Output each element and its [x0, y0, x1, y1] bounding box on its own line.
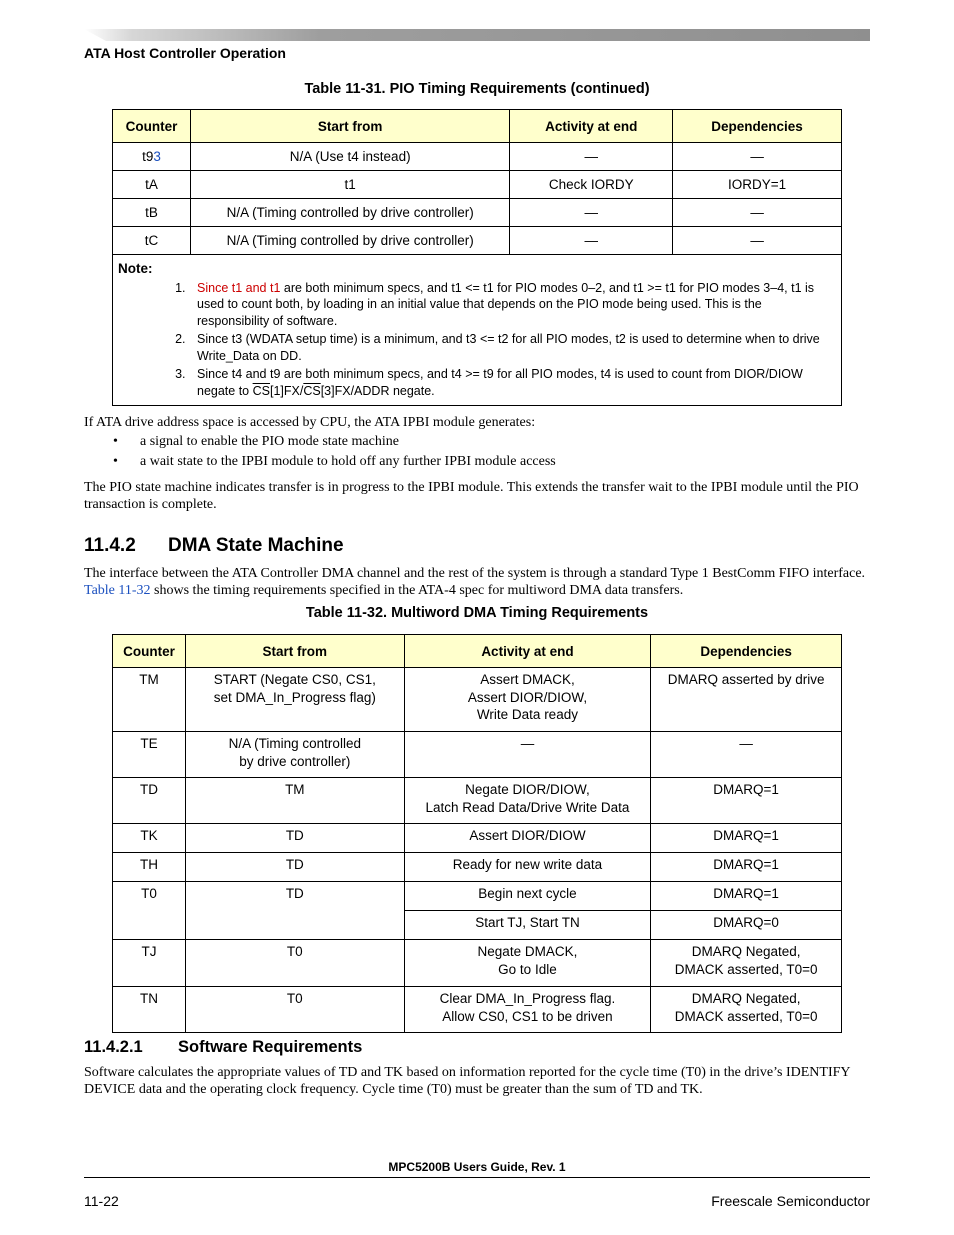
- cell-line: Write Data ready: [476, 707, 578, 722]
- note-item: [189, 366, 835, 399]
- section-number: 11.4.2: [84, 535, 136, 556]
- start-cell: [185, 732, 404, 778]
- cell-line: Go to Idle: [498, 961, 557, 977]
- cell-line: T0: [286, 944, 303, 959]
- table-row: [113, 853, 842, 882]
- note-text: are both minimum specs, and t1 <= t1 for PIO modes 0–2, and t1 >= t1 for PIO modes 3–4, t1 is used to count both, by loading in an initial value that depends on the PIO mode being used. This is the responsibility of software.: [197, 280, 815, 328]
- bullet-item: a signal to enable the PIO mode state machine: [140, 434, 399, 449]
- page-number: 11-22: [84, 1193, 119, 1209]
- cell-line: N/A (Timing controlled: [228, 736, 361, 751]
- activity-cell: [404, 987, 651, 1033]
- cell-line: Assert DIOR/DIOW: [469, 828, 586, 843]
- note-text: [3]FX/ADDR negate.: [320, 383, 435, 398]
- cell-line: DMARQ=1: [713, 828, 779, 843]
- table-row: [113, 987, 842, 1033]
- running-head: ATA Host Controller Operation: [84, 45, 286, 61]
- start-cell: [185, 668, 404, 732]
- counter-cell: tB: [113, 199, 191, 227]
- table-link[interactable]: Table 11-32: [84, 583, 151, 598]
- cell-line: Latch Read Data/Drive Write Data: [425, 799, 630, 815]
- cell-line: Ready for new write data: [452, 857, 603, 872]
- bullet-item: a wait state to the IPBI module to hold off any further IPBI module access: [140, 454, 556, 469]
- counter-cell: TK: [113, 824, 186, 853]
- counter-cell: TH: [113, 853, 186, 882]
- activity-cell: [404, 940, 651, 987]
- start-cell: N/A (Use t4 instead): [190, 143, 509, 171]
- cell-line: Negate DIOR/DIOW,: [465, 782, 590, 797]
- counter-cell: tC: [113, 227, 191, 255]
- column-header: Dependencies: [651, 635, 842, 668]
- cell-line: DMARQ Negated,: [691, 944, 801, 959]
- start-cell: [185, 882, 404, 940]
- deps-cell: [651, 824, 842, 853]
- deps-cell: —: [673, 227, 842, 255]
- column-header: Counter: [113, 110, 191, 143]
- start-cell: [185, 824, 404, 853]
- section-title: DMA State Machine: [168, 535, 344, 556]
- cell-line: TD: [285, 886, 304, 901]
- note-row: [113, 255, 842, 406]
- counter-cell: tA: [113, 171, 191, 199]
- table-pio-caption: Table 11-31. PIO Timing Requirements (continued): [304, 81, 650, 97]
- body-paragraph: If ATA drive address space is accessed by CPU, the ATA IPBI module generates:: [84, 415, 536, 430]
- footer-company: Freescale Semiconductor: [711, 1193, 870, 1209]
- start-cell: [185, 987, 404, 1033]
- note-label: Note:: [118, 261, 153, 276]
- activity-cell: —: [510, 199, 673, 227]
- cell-line: set DMA_In_Progress flag): [213, 689, 376, 705]
- activity-cell: [404, 853, 651, 882]
- table-dma-caption: Table 11-32. Multiword DMA Timing Requirements: [305, 605, 649, 621]
- start-cell: [185, 778, 404, 824]
- paragraph-text: The interface between the ATA Controller DMA channel and the rest of the system is through a standard Type 1 BestComm FIFO interface.: [84, 566, 866, 581]
- header-bar: [84, 29, 870, 41]
- cell-line: T0: [286, 991, 303, 1006]
- start-cell: t1: [190, 171, 509, 199]
- table-header-row: [113, 110, 842, 143]
- subsection-title: Software Requirements: [178, 1038, 363, 1056]
- counter-cell: T0: [113, 882, 186, 940]
- counter-text: t9: [142, 148, 154, 164]
- note-text: [1]FX/: [269, 383, 304, 398]
- activity-cell: [404, 732, 651, 778]
- deps-cell: DMARQ=0: [651, 911, 842, 940]
- column-header: Start from: [185, 635, 404, 668]
- footer-rule: [84, 1177, 870, 1178]
- activity-cell: Check IORDY: [510, 171, 673, 199]
- counter-cell: TE: [113, 732, 186, 778]
- column-header: Dependencies: [673, 110, 842, 143]
- note-cell: [113, 255, 842, 406]
- cell-line: —: [520, 736, 535, 751]
- cs-signal: $\overline{CS}$: [303, 383, 321, 398]
- subsection-number: 11.4.2.1: [84, 1038, 143, 1056]
- counter-cell: TJ: [113, 940, 186, 987]
- activity-cell: [404, 824, 651, 853]
- section-heading: [84, 535, 344, 557]
- activity-cell: [404, 668, 651, 732]
- cell-line: TD: [285, 857, 304, 872]
- table-row: [113, 882, 842, 911]
- deps-cell: [651, 778, 842, 824]
- body-paragraph: Software calculates the appropriate values of TD and TK based on information reported for the cycle time (T0) in the drive’s IDENTIFY DEVICE data and the operating clock frequency. Cycle time (T0) must be greater than the sum of TD and TK.: [84, 1065, 850, 1097]
- body-paragraph: The PIO state machine indicates transfer is in progress to the IPBI module. This extends the transfer wait to the IPBI module until the PIO transaction is complete.: [84, 480, 859, 512]
- cell-line: DMACK asserted, T0=0: [674, 961, 818, 977]
- note-text: Since t4 and t9 are both minimum specs, and t4 >= t9 for all PIO modes, t4 is used to count from DIOR/DIOW negate to: [197, 367, 803, 398]
- table-row: [113, 940, 842, 987]
- deps-cell: IORDY=1: [673, 171, 842, 199]
- table-row: [113, 778, 842, 824]
- cell-line: DMACK asserted, T0=0: [674, 1008, 818, 1024]
- cs-signal: $\overline{CS}$: [252, 383, 270, 398]
- cell-line: Assert DMACK,: [480, 672, 575, 687]
- table-row: [113, 668, 842, 732]
- table-body: [113, 668, 842, 1033]
- table-pio: [112, 109, 842, 406]
- table-row: [113, 824, 842, 853]
- cell-line: TD: [285, 828, 304, 843]
- start-cell: [185, 853, 404, 882]
- bullet-marker: •: [113, 434, 118, 449]
- start-cell: N/A (Timing controlled by drive controller): [190, 227, 509, 255]
- column-header: Activity at end: [404, 635, 651, 668]
- cell-line: DMARQ asserted by drive: [667, 672, 825, 687]
- cell-line: START (Negate CS0, CS1,: [213, 672, 376, 687]
- deps-cell: —: [673, 143, 842, 171]
- note-item: [189, 280, 835, 330]
- deps-cell: [651, 882, 842, 911]
- table-header-row: [113, 635, 842, 668]
- deps-cell: [651, 853, 842, 882]
- cell-line: DMARQ=1: [713, 886, 779, 901]
- counter-cell: TN: [113, 987, 186, 1033]
- cell-line: DMARQ Negated,: [691, 991, 801, 1006]
- activity-cell: [404, 778, 651, 824]
- deps-cell: [651, 987, 842, 1033]
- activity-cell: —: [510, 227, 673, 255]
- cell-line: Allow CS0, CS1 to be driven: [442, 1008, 613, 1024]
- bullet-marker: •: [113, 454, 118, 469]
- note-list: [118, 280, 835, 400]
- start-cell: [185, 940, 404, 987]
- deps-cell: [651, 732, 842, 778]
- cell-line: Clear DMA_In_Progress flag.: [439, 991, 616, 1006]
- column-header: Counter: [113, 635, 186, 668]
- table-row: [113, 199, 842, 227]
- column-header: Activity at end: [510, 110, 673, 143]
- footnote-link[interactable]: 3: [153, 148, 161, 164]
- counter-cell: TM: [113, 668, 186, 732]
- footer-title: MPC5200B Users Guide, Rev. 1: [388, 1160, 566, 1174]
- cell-line: Assert DIOR/DIOW,: [467, 689, 588, 705]
- table-row: [113, 143, 842, 171]
- table-dma: [112, 634, 842, 1033]
- table-row: [113, 171, 842, 199]
- deps-cell: [651, 668, 842, 732]
- deps-cell: —: [673, 199, 842, 227]
- subsection-heading: [84, 1038, 362, 1057]
- cell-line: —: [739, 736, 753, 751]
- activity-cell: [404, 882, 651, 911]
- counter-cell: TD: [113, 778, 186, 824]
- activity-cell: —: [510, 143, 673, 171]
- column-header: Start from: [190, 110, 509, 143]
- counter-cell: [113, 143, 191, 171]
- note-link[interactable]: Since t1 and t1: [197, 280, 281, 295]
- cell-line: DMARQ=1: [713, 782, 779, 797]
- table-row: [113, 732, 842, 778]
- cell-line: by drive controller): [239, 753, 351, 769]
- note-item: 2. Since t3 (WDATA setup time) is a minimum, and t3 <= t2 for all PIO modes, t2 is used to determine when to drive Write_Data on DD.: [189, 331, 835, 364]
- cell-line: TM: [285, 782, 305, 797]
- start-cell: N/A (Timing controlled by drive controller): [190, 199, 509, 227]
- cell-line: Begin next cycle: [478, 886, 577, 901]
- table-row: [113, 227, 842, 255]
- body-paragraph: [84, 565, 870, 599]
- cell-line: Negate DMACK,: [477, 944, 578, 959]
- cell-line: DMARQ=1: [713, 857, 779, 872]
- activity-cell: Start TJ, Start TN: [404, 911, 651, 940]
- deps-cell: [651, 940, 842, 987]
- paragraph-text: shows the timing requirements specified in the ATA-4 spec for multiword DMA data transfers.: [150, 583, 684, 598]
